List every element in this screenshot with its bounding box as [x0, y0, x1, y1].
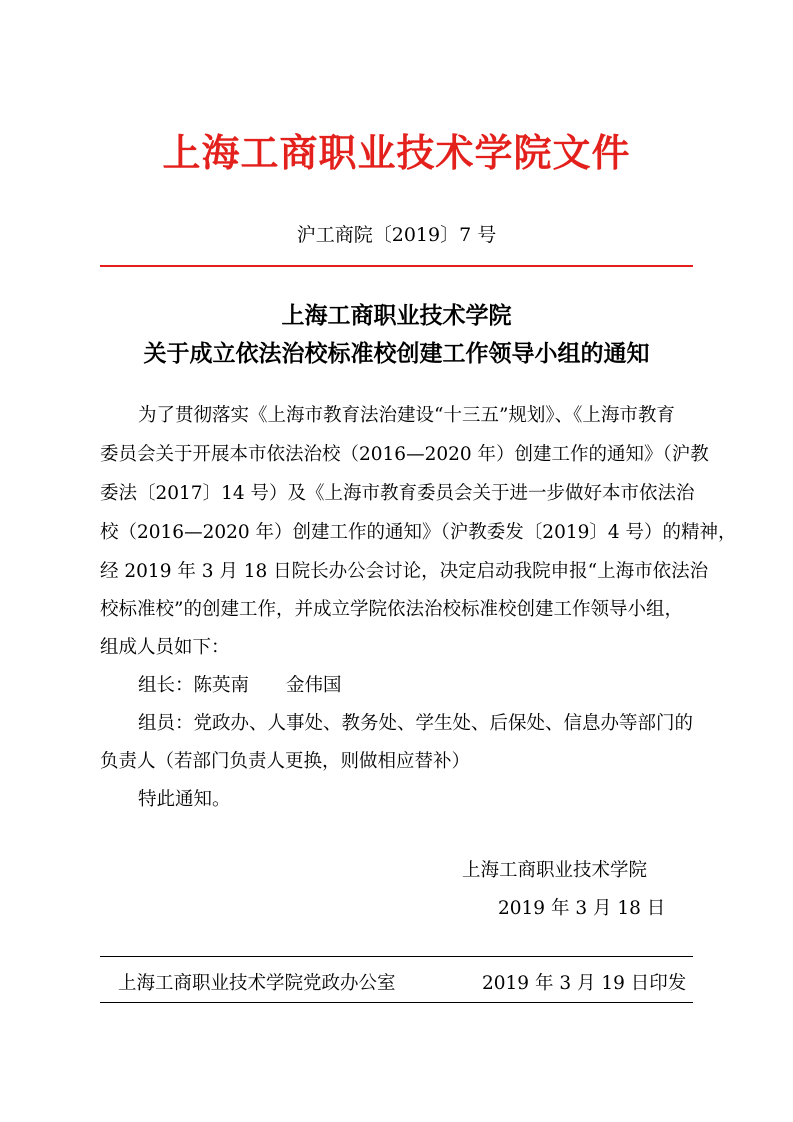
document-header-title: 上海工商职业技术学院文件 — [162, 130, 631, 175]
body-line: 校标准校”的创建工作，并成立学院依法治校标准校创建工作领导小组， — [100, 599, 683, 620]
footer-issuing-office: 上海工商职业技术学院党政办公室 — [118, 973, 396, 994]
body-line: 为了贯彻落实《上海市教育法治建设“十三五”规划》、《上海市教育 — [138, 405, 675, 426]
notice-title-line-2: 关于成立依法治校标准校创建工作领导小组的通知 — [143, 340, 650, 367]
document-number: 沪工商院〔2019〕7 号 — [296, 224, 497, 246]
body-line: 经 2019 年 3 月 18 日院长办公会讨论，决定启动我院申报“上海市依法治 — [100, 561, 709, 582]
group-members-line-2: 负责人（若部门负责人更换，则做相应替补） — [100, 751, 471, 772]
group-members-line-1: 组员：党政办、人事处、教务处、学生处、后保处、信息办等部门的 — [138, 713, 694, 734]
group-leader-line: 组长：陈英南 金伟国 — [138, 675, 342, 696]
body-line: 组成人员如下： — [100, 637, 230, 658]
body-line: 委法〔2017〕14 号）及《上海市教育委员会关于进一步做好本市依法治 — [100, 483, 695, 504]
closing-line: 特此通知。 — [138, 789, 231, 810]
signature-date: 2019 年 3 月 18 日 — [498, 898, 666, 919]
footer-printed-date: 2019 年 3 月 19 日印发 — [482, 973, 687, 994]
body-line: 校（2016—2020 年）创建工作的通知》（沪教委发〔2019〕4 号）的精神， — [100, 522, 737, 543]
notice-title-line-1: 上海工商职业技术学院 — [281, 302, 512, 329]
footer-bottom-rule — [100, 1002, 693, 1003]
footer-top-rule — [100, 956, 693, 957]
signature-organization: 上海工商职业技术学院 — [462, 860, 648, 881]
red-divider — [100, 265, 693, 267]
body-line: 委员会关于开展本市依法治校（2016—2020 年）创建工作的通知》（沪教 — [100, 444, 709, 465]
